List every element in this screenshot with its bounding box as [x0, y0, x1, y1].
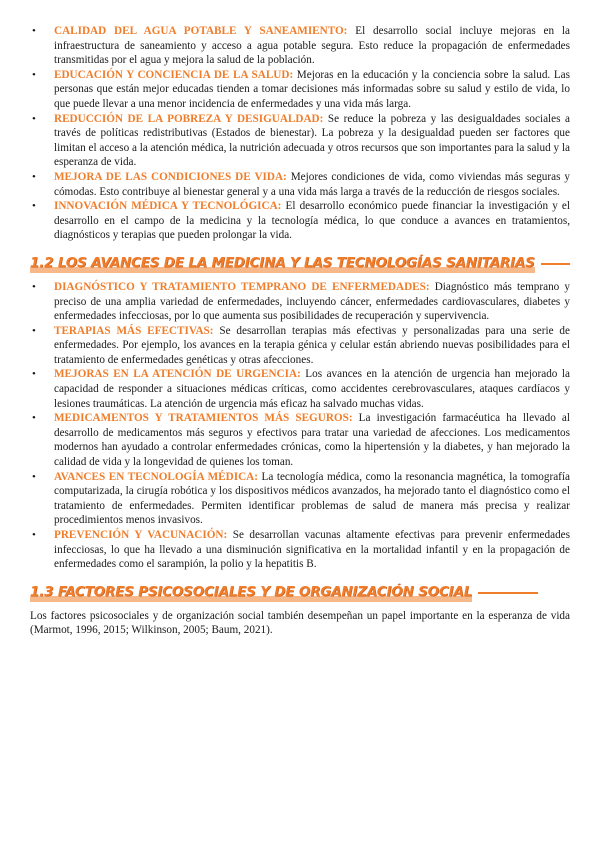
bullet-term: MEJORAS EN LA ATENCIÓN DE URGENCIA:	[54, 368, 301, 381]
bullet-text: Los avances en la atención de urgencia han mejorado la capacidad de responder a situaciones médicas críticas, como accidentes cerebrovasculares, ataques cardíacos y lesiones traumáticas. La atención de urgencia más eficaz ha salvado muchas vidas.	[54, 368, 570, 410]
bullet-text: El desarrollo social incluye mejoras en la infraestructura de saneamiento y acceso a agua potable segura. Esto reduce la propagación de enfermedades transmitidas por el agua y mejora la salud de la población.	[54, 25, 571, 67]
list-item	[30, 280, 570, 324]
list-item	[30, 199, 570, 243]
list-social-development	[30, 24, 570, 243]
section-title: 1.3 FACTORES PSICOSOCIALES Y DE ORGANIZACIÓN SOCIAL	[30, 583, 473, 600]
bullet-icon: •	[32, 68, 36, 81]
section-heading-psychosocial	[30, 581, 570, 603]
bullet-icon: •	[32, 529, 36, 541]
heading-rule	[541, 263, 570, 265]
bullet-term: INNOVACIÓN MÉDICA Y TECNOLÓGICA:	[54, 200, 282, 213]
bullet-text: Mejoras en la educación y la conciencia sobre la salud. Las personas que están mejor educadas tienden a tomar decisiones más informadas sobre su salud y estilo de vida, lo que puede llevar a una menor incidencia de enfermedades y una vida más larga.	[54, 68, 570, 110]
bullet-icon: •	[32, 25, 36, 37]
list-item	[30, 24, 570, 68]
bullet-icon: •	[32, 170, 36, 183]
heading-rule	[478, 592, 538, 594]
section-heading-medical-advances	[30, 252, 570, 274]
bullet-term: EDUCACIÓN Y CONCIENCIA DE LA SALUD:	[54, 68, 294, 81]
bullet-text: Se desarrollan vacunas altamente efectivas para prevenir enfermedades infecciosas, lo que ha llevado a una disminución significativa en la mortalidad infantil y en la propagación de enfermedades como el sarampión, la polio y la hepatitis B.	[54, 529, 570, 571]
bullet-text: La investigación farmacéutica ha llevado al desarrollo de medicamentos más seguros y efectivos para tratar una variedad de afecciones. Los medicamentos modernos han ayudado a controlar enfermedades crónicas, como la hipertensión y la diabetes, y han mejorado la calidad de vida y la longevidad de quienes los toman.	[54, 412, 570, 469]
bullet-text: El desarrollo económico puede financiar la investigación y el desarrollo en el campo de la medicina y la tecnología médica, lo que conduce a avances en tratamientos, diagnósticos y terapias que pueden prolongar la vida.	[54, 200, 570, 242]
bullet-text: La tecnología médica, como la resonancia magnética, la tomografía computarizada, la cirugía robótica y los dispositivos médicos avanzados, ha mejorado tanto el diagnóstico como el tratamiento de enfermedades. Permiten identificar problemas de salud de manera más precisa y realizar procedimientos menos invasivos.	[54, 470, 570, 527]
list-item	[30, 112, 570, 170]
section-title: 1.2 LOS AVANCES DE LA MEDICINA Y LAS TECNOLOGÍAS SANITARIAS	[30, 254, 535, 271]
bullet-text: Diagnóstico más temprano y preciso de una amplia variedad de enfermedades, incluyendo cáncer, enfermedades cardiovasculares, diabetes y enfermedades infecciosas, por lo que aumenta sus posibilidades de recuperación y supervivencia.	[54, 280, 570, 323]
bullet-icon: •	[32, 470, 36, 483]
bullet-icon: •	[32, 112, 36, 125]
bullet-term: CALIDAD DEL AGUA POTABLE Y SANEAMIENTO:	[54, 25, 348, 37]
bullet-term: TERAPIAS MÁS EFECTIVAS:	[54, 324, 214, 337]
list-item	[30, 528, 570, 572]
bullet-icon: •	[32, 200, 36, 213]
bullet-icon: •	[32, 368, 36, 381]
bullet-term: PREVENCIÓN Y VACUNACIÓN:	[54, 529, 228, 541]
list-item	[30, 170, 570, 199]
bullet-icon: •	[32, 412, 36, 425]
section-paragraph: Los factores psicosociales y de organización social también desempeñan un papel importante en la esperanza de vida (Marmot, 1996, 2015; Wilkinson, 2005; Baum, 2021).	[30, 609, 570, 637]
list-item	[30, 324, 570, 368]
list-item	[30, 367, 570, 411]
bullet-term: REDUCCIÓN DE LA POBREZA Y DESIGUALDAD:	[54, 112, 324, 125]
list-item	[30, 411, 570, 469]
bullet-term: AVANCES EN TECNOLOGÍA MÉDICA:	[54, 470, 258, 483]
bullet-icon: •	[32, 324, 36, 337]
bullet-term: DIAGNÓSTICO Y TRATAMIENTO TEMPRANO DE ENFERMEDADES:	[54, 280, 430, 293]
bullet-text: Se reduce la pobreza y las desigualdades sociales a través de políticas redistributivas (Estados de bienestar). La pobreza y la desigualdad pueden ser factores que limitan el acceso a la atención médica, la nutrición adecuada y otros recursos que son importantes para la salud y la esperanza de vida.	[54, 112, 570, 169]
bullet-text: Se desarrollan terapias más efectivas y personalizadas para una serie de enfermedades. Por ejemplo, los avances en la terapia génica y celular están abriendo nuevas posibilidades para el tratamiento de enfermedades genéticas y otras afecciones.	[54, 324, 570, 366]
bullet-term: MEDICAMENTOS Y TRATAMIENTOS MÁS SEGUROS:	[54, 412, 353, 425]
bullet-text: Mejores condiciones de vida, como viviendas más seguras y cómodas. Esto contribuye al bienestar general y a una vida más larga a través de la reducción de riesgos sociales.	[54, 170, 570, 198]
list-item	[30, 68, 570, 112]
bullet-icon: •	[32, 280, 36, 293]
bullet-term: MEJORA DE LAS CONDICIONES DE VIDA:	[54, 170, 287, 183]
list-item	[30, 470, 570, 528]
list-medical-advances	[30, 280, 570, 572]
